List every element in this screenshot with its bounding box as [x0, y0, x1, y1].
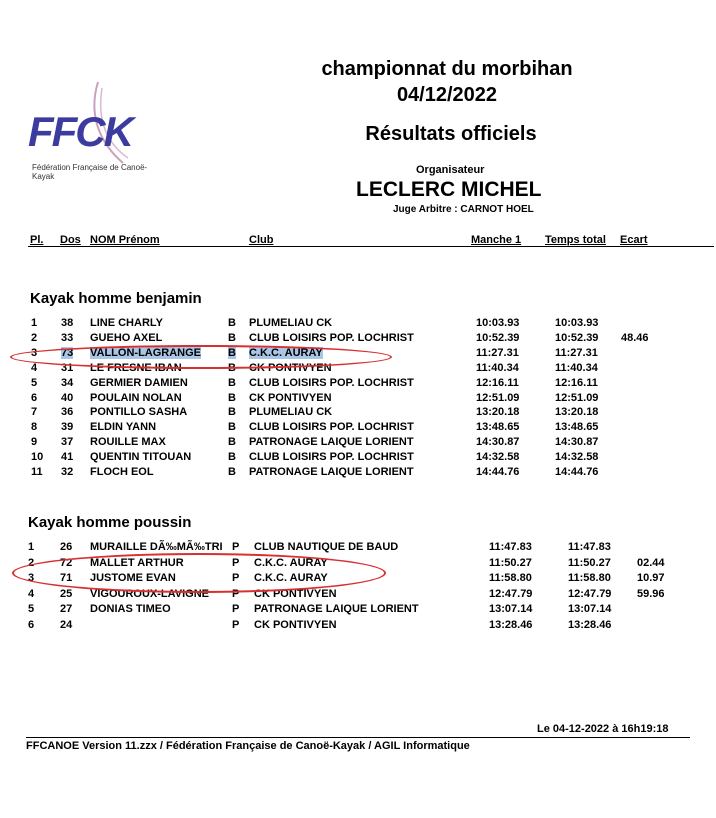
cell-cat: B: [228, 346, 236, 359]
cell-pl: 4: [31, 361, 38, 374]
logo-text: FFCK: [28, 108, 132, 155]
cell-pl: 6: [28, 618, 35, 631]
cell-temps: 11:58.80: [568, 572, 611, 584]
cell-dos: 40: [61, 391, 74, 404]
cell-pl: 4: [28, 587, 35, 600]
cell-manche: 11:40.34: [476, 361, 519, 374]
table-row: [0, 377, 716, 392]
cell-pl: 1: [31, 317, 38, 329]
cell-nom: DONIAS TIMEO: [90, 603, 171, 615]
cell-pl: 2: [31, 331, 38, 344]
cell-nom: VALLON-LAGRANGE: [90, 346, 202, 359]
col-nom: NOM Prénom: [90, 234, 160, 246]
col-temps: Temps total: [545, 234, 606, 246]
cell-manche: 12:47.79: [489, 587, 533, 600]
cell-club: CLUB LOISIRS POP. LOCHRIST: [249, 331, 414, 344]
cell-ecart: 59.96: [637, 587, 665, 600]
cell-nom: ELDIN YANN: [90, 421, 157, 434]
cell-ecart: 10.97: [637, 572, 665, 584]
cell-manche: 13:28.46: [489, 618, 533, 631]
cell-dos: 72: [60, 556, 73, 569]
cell-cat: P: [232, 618, 240, 631]
cell-nom: MALLET ARTHUR: [90, 556, 184, 569]
cell-pl: 7: [31, 406, 38, 419]
cell-cat: B: [228, 451, 236, 464]
cell-pl: 3: [31, 346, 38, 359]
cell-cat: B: [228, 436, 236, 449]
cell-dos: 32: [61, 466, 74, 478]
cell-cat: B: [228, 317, 236, 329]
cell-cat: P: [232, 541, 240, 553]
cell-nom: PONTILLO SASHA: [90, 406, 188, 419]
cell-cat: P: [232, 572, 240, 584]
ffck-logo: [28, 78, 148, 181]
table-row: [0, 421, 716, 436]
cell-manche: 11:27.31: [476, 346, 519, 359]
section-title-poussin: Kayak homme poussin: [28, 514, 192, 531]
section-title-benjamin: Kayak homme benjamin: [30, 290, 202, 307]
cell-manche: 12:51.09: [476, 391, 520, 404]
cell-temps: 10:52.39: [555, 331, 599, 344]
footer-divider: [26, 737, 690, 738]
cell-club: CK PONTIVYEN: [249, 361, 332, 374]
cell-dos: 27: [60, 603, 73, 615]
cell-club: CLUB LOISIRS POP. LOCHRIST: [249, 421, 414, 434]
cell-club: CK PONTIVYEN: [254, 618, 337, 631]
cell-club: CK PONTIVYEN: [249, 391, 332, 404]
cell-manche: 11:47.83: [489, 541, 532, 553]
organizer-name: LECLERC MICHEL: [356, 178, 542, 201]
cell-cat: P: [232, 603, 240, 615]
cell-temps: 13:28.46: [568, 618, 612, 631]
cell-nom: GERMIER DAMIEN: [90, 376, 188, 389]
cell-manche: 12:16.11: [476, 376, 519, 389]
cell-pl: 6: [31, 391, 38, 404]
col-manche: Manche 1: [471, 234, 522, 246]
cell-club: CLUB LOISIRS POP. LOCHRIST: [249, 376, 414, 389]
cell-cat: B: [228, 466, 236, 478]
cell-pl: 3: [28, 572, 35, 584]
cell-temps: 13:20.18: [555, 406, 599, 419]
cell-temps: 14:32.58: [555, 451, 599, 464]
cell-temps: 13:07.14: [568, 603, 612, 615]
cell-club: C.K.C. AURAY: [249, 346, 323, 359]
cell-temps: 12:47.79: [568, 587, 612, 600]
table-row: [0, 317, 716, 332]
cell-nom: GUEHO AXEL: [90, 331, 163, 344]
table-row: [0, 332, 716, 347]
cell-dos: 37: [61, 436, 74, 449]
cell-manche: 13:07.14: [489, 603, 533, 615]
cell-ecart: 48.46: [621, 331, 649, 344]
cell-pl: 5: [31, 376, 38, 389]
cell-dos: 25: [60, 587, 73, 600]
cell-cat: B: [228, 421, 236, 434]
cell-cat: P: [232, 556, 240, 569]
cell-nom: MURAILLE DÃ‰MÃ‰TRI: [90, 541, 223, 553]
cell-pl: 5: [28, 603, 35, 615]
cell-cat: B: [228, 391, 236, 404]
cell-nom: POULAIN NOLAN: [90, 391, 182, 404]
cell-pl: 1: [28, 541, 35, 553]
cell-club: CK PONTIVYEN: [254, 587, 337, 600]
table-row: [0, 619, 716, 634]
cell-temps: 13:48.65: [555, 421, 599, 434]
cell-cat: B: [228, 376, 236, 389]
cell-manche: 11:50.27: [489, 556, 532, 569]
cell-temps: 11:40.34: [555, 361, 598, 374]
cell-dos: 36: [61, 406, 74, 419]
cell-pl: 8: [31, 421, 38, 434]
cell-temps: 12:16.11: [555, 376, 598, 389]
print-timestamp: Le 04-12-2022 à 16h19:18: [537, 723, 669, 735]
cell-cat: P: [232, 587, 240, 600]
cell-manche: 11:58.80: [489, 572, 532, 584]
cell-club: PATRONAGE LAIQUE LORIENT: [249, 466, 414, 478]
cell-nom: ROUILLE MAX: [90, 436, 166, 449]
col-ecart: Ecart: [620, 234, 648, 246]
cell-pl: 10: [31, 451, 44, 464]
table-row: [0, 451, 716, 466]
cell-ecart: 02.44: [637, 556, 665, 569]
cell-club: PATRONAGE LAIQUE LORIENT: [254, 603, 419, 615]
table-row: [0, 392, 716, 407]
cell-nom: JUSTOME EVAN: [90, 572, 176, 584]
cell-manche: 13:20.18: [476, 406, 520, 419]
col-dos: Dos: [60, 234, 81, 246]
cell-dos: 24: [60, 618, 73, 631]
table-row: [0, 436, 716, 451]
annotation-ellipse-1: [10, 345, 392, 369]
cell-temps: 12:51.09: [555, 391, 599, 404]
cell-club: C.K.C. AURAY: [254, 572, 328, 584]
cell-club: PLUMELIAU CK: [249, 317, 333, 329]
cell-pl: 9: [31, 436, 38, 449]
cell-dos: 38: [61, 317, 74, 329]
cell-dos: 34: [61, 376, 74, 389]
cell-cat: B: [228, 331, 236, 344]
judge-name: Juge Arbitre : CARNOT HOEL: [393, 204, 534, 215]
cell-cat: B: [228, 406, 236, 419]
organizer-label: Organisateur: [416, 164, 485, 176]
cell-nom: QUENTIN TITOUAN: [90, 451, 192, 464]
cell-temps: 11:27.31: [555, 346, 598, 359]
cell-dos: 73: [61, 346, 74, 359]
col-pl: Pl.: [30, 234, 44, 246]
cell-dos: 33: [61, 331, 74, 344]
cell-club: CLUB LOISIRS POP. LOCHRIST: [249, 451, 414, 464]
cell-manche: 10:52.39: [476, 331, 520, 344]
table-row: [0, 406, 716, 421]
cell-temps: 10:03.93: [555, 317, 599, 329]
table-row: [0, 603, 716, 618]
cell-pl: 11: [31, 466, 43, 478]
cell-manche: 14:30.87: [476, 436, 520, 449]
cell-manche: 14:32.58: [476, 451, 520, 464]
cell-pl: 2: [28, 556, 35, 569]
cell-cat: B: [228, 361, 236, 374]
cell-dos: 31: [61, 361, 74, 374]
cell-club: PLUMELIAU CK: [249, 406, 333, 419]
annotation-ellipse-2: [12, 553, 386, 593]
table-row: [0, 466, 716, 481]
cell-temps: 14:44.76: [555, 466, 599, 478]
cell-dos: 41: [61, 451, 74, 464]
cell-nom: VIGOUROUX-LAVIGNE: [90, 587, 209, 600]
cell-nom: FLOCH EOL: [90, 466, 154, 478]
col-club: Club: [249, 234, 274, 246]
header-divider: [28, 246, 714, 247]
cell-club: PATRONAGE LAIQUE LORIENT: [249, 436, 414, 449]
cell-manche: 13:48.65: [476, 421, 520, 434]
cell-temps: 11:47.83: [568, 541, 611, 553]
event-date: 04/12/2022: [396, 84, 498, 106]
cell-temps: 11:50.27: [568, 556, 611, 569]
results-subtitle: Résultats officiels: [365, 123, 537, 145]
cell-dos: 26: [60, 541, 73, 553]
cell-manche: 14:44.76: [476, 466, 520, 478]
cell-club: CLUB NAUTIQUE DE BAUD: [254, 541, 399, 553]
cell-dos: 39: [61, 421, 74, 434]
cell-nom: LE FRESNE IBAN: [90, 361, 182, 374]
cell-manche: 10:03.93: [476, 317, 520, 329]
cell-temps: 14:30.87: [555, 436, 599, 449]
logo-caption: Fédération Française de Canoë-Kayak: [32, 163, 148, 181]
software-version: FFCANOE Version 11.zzx / Fédération Française de Canoë-Kayak / AGIL Informatique: [26, 740, 470, 752]
cell-club: C.K.C. AURAY: [254, 556, 328, 569]
cell-dos: 71: [60, 572, 73, 584]
cell-nom: LINE CHARLY: [90, 317, 163, 329]
table-row: [0, 541, 716, 556]
event-title: championnat du morbihan: [321, 58, 573, 80]
